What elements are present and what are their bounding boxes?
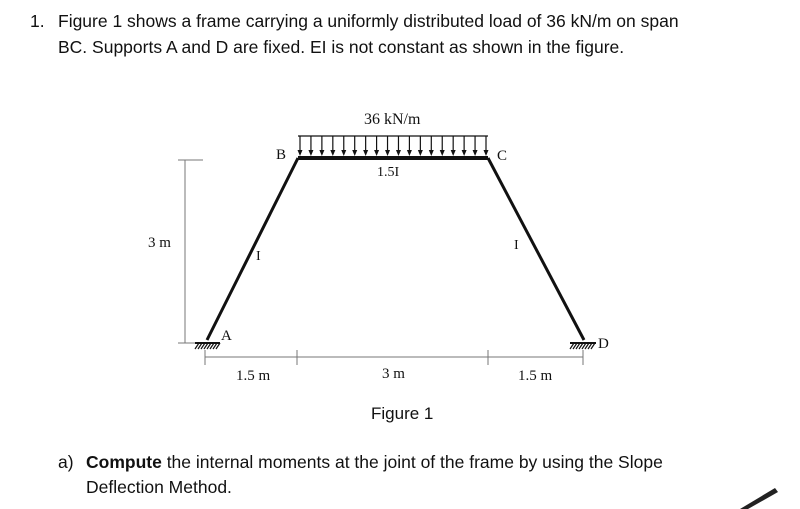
load-arrow-head xyxy=(462,150,467,156)
load-arrow-head xyxy=(374,150,379,156)
subquestion-letter: a) xyxy=(58,452,74,472)
subquestion-bold-word: Compute xyxy=(86,452,162,472)
question-line-2: BC. Supports A and D are fixed. EI is not constant as shown in the figure. xyxy=(58,37,625,57)
load-arrow-head xyxy=(385,150,390,156)
span-dim-label-1: 1.5 m xyxy=(236,368,271,384)
load-arrow-head xyxy=(330,150,335,156)
load-arrow-head xyxy=(451,150,456,156)
member-label-bc: 1.5I xyxy=(377,165,400,180)
load-arrows xyxy=(298,136,489,156)
load-arrow-head xyxy=(484,150,489,156)
question-line-1: Figure 1 shows a frame carrying a uniformly distributed load of 36 kN/m on span xyxy=(58,11,679,31)
member-ab xyxy=(207,158,298,340)
node-label-a: A xyxy=(221,328,232,344)
load-arrow-head xyxy=(308,150,313,156)
member-label-ab: I xyxy=(256,249,261,264)
load-arrow-head xyxy=(341,150,346,156)
subquestion-line-1-rest: the internal moments at the joint of the frame by using the Slope xyxy=(161,452,663,472)
node-label-d: D xyxy=(598,336,609,352)
load-arrow-head xyxy=(363,150,368,156)
node-label-c: C xyxy=(497,148,508,164)
span-dim-label-2: 3 m xyxy=(382,366,405,382)
subquestion-line-2: Deflection Method. xyxy=(86,477,232,497)
member-label-cd: I xyxy=(514,238,519,253)
subquestion-line-1 xyxy=(86,451,663,474)
node-label-b: B xyxy=(276,147,287,163)
load-label: 36 kN/m xyxy=(364,111,421,128)
load-arrow-head xyxy=(319,150,324,156)
support-d xyxy=(570,343,596,349)
load-arrow-head xyxy=(440,150,445,156)
question-number: 1. xyxy=(30,11,45,31)
height-dim-label: 3 m xyxy=(148,235,171,251)
member-cd xyxy=(488,158,584,340)
load-arrow-head xyxy=(352,150,357,156)
load-arrow-head xyxy=(298,150,303,156)
height-dimension xyxy=(178,160,203,343)
span-dimension xyxy=(205,350,583,365)
load-arrow-head xyxy=(407,150,412,156)
load-arrow-head xyxy=(418,150,423,156)
pen-mark xyxy=(740,488,778,509)
load-arrow-head xyxy=(473,150,478,156)
figure-caption: Figure 1 xyxy=(371,404,434,423)
load-arrow-head xyxy=(429,150,434,156)
span-dim-label-3: 1.5 m xyxy=(518,368,553,384)
load-arrow-head xyxy=(396,150,401,156)
support-a xyxy=(195,343,220,349)
